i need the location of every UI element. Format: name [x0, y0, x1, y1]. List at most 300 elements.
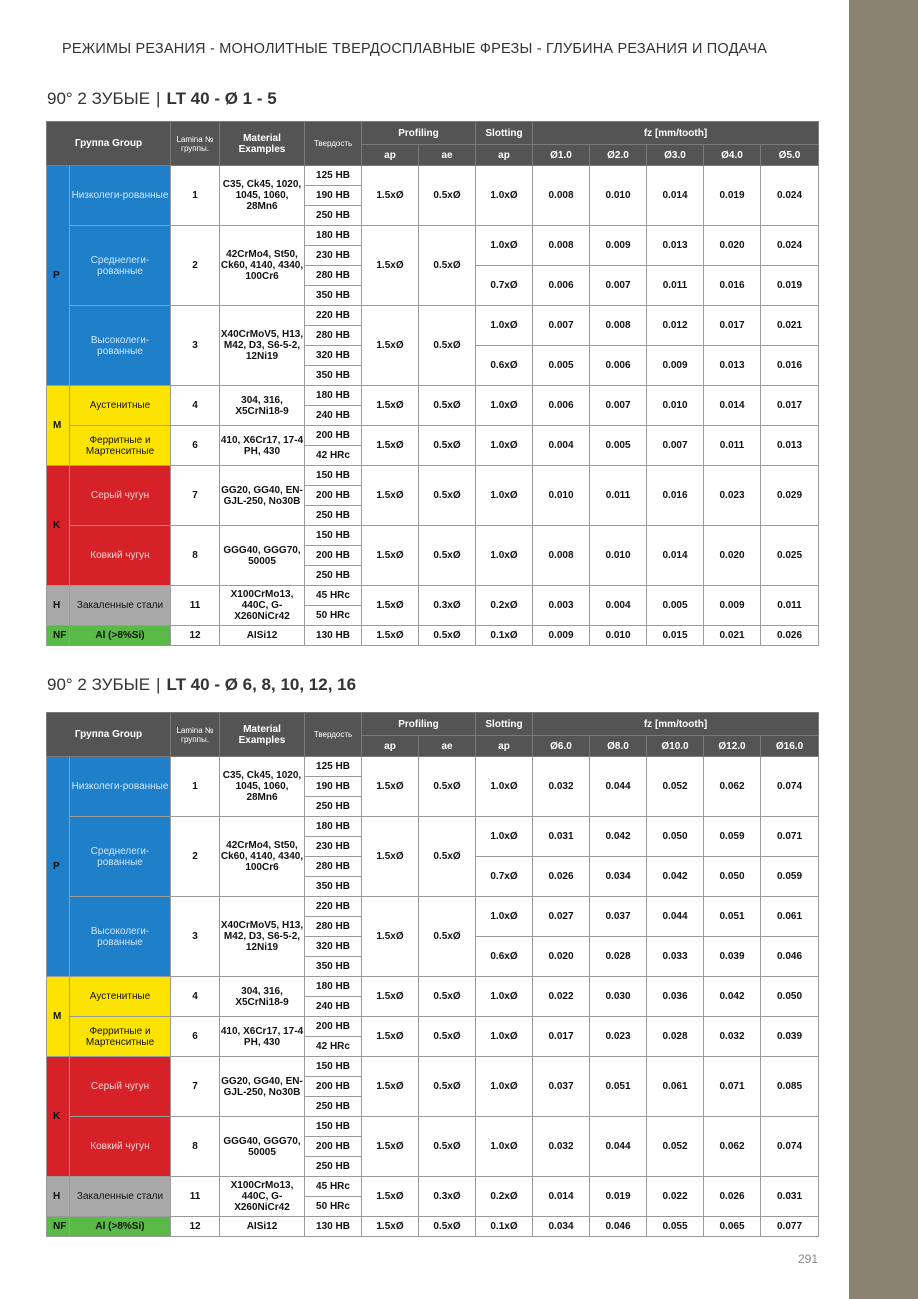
hardness-cell: 240 HB	[305, 997, 362, 1017]
col-header-ae: ae	[419, 145, 476, 166]
fz-value: 0.052	[647, 757, 704, 817]
col-header-ap: ap	[362, 145, 419, 166]
group-name: Высоколеги-рованные	[70, 306, 171, 386]
profiling-ap: 1.5xØ	[362, 466, 419, 526]
col-header-slotting: Slotting	[476, 713, 533, 736]
hardness-cell: 320 HB	[305, 346, 362, 366]
fz-value: 0.022	[647, 1177, 704, 1217]
fz-value: 0.016	[761, 346, 819, 386]
profiling-ae: 0.5xØ	[419, 386, 476, 426]
material-examples: GGG40, GGG70, 50005	[220, 526, 305, 586]
hardness-cell: 190 HB	[305, 777, 362, 797]
fz-value: 0.019	[704, 166, 761, 226]
hardness-cell: 150 HB	[305, 466, 362, 486]
table-row	[47, 1017, 819, 1037]
profiling-ae: 0.5xØ	[419, 306, 476, 386]
slotting-ap: 1.0xØ	[476, 226, 533, 266]
fz-value: 0.004	[533, 426, 590, 466]
profiling-ae: 0.5xØ	[419, 526, 476, 586]
slotting-ap: 1.0xØ	[476, 897, 533, 937]
table-row	[47, 466, 819, 486]
hardness-cell: 230 HB	[305, 837, 362, 857]
fz-value: 0.030	[590, 977, 647, 1017]
fz-value: 0.019	[590, 1177, 647, 1217]
fz-value: 0.004	[590, 586, 647, 626]
fz-value: 0.071	[761, 817, 819, 857]
fz-value: 0.085	[761, 1057, 819, 1117]
fz-value: 0.011	[761, 586, 819, 626]
profiling-ae: 0.3xØ	[419, 1177, 476, 1217]
hardness-cell: 280 HB	[305, 266, 362, 286]
profiling-ap: 1.5xØ	[362, 306, 419, 386]
lamina-number: 3	[171, 897, 220, 977]
group-letter-p: P	[47, 757, 70, 977]
fz-value: 0.074	[761, 757, 819, 817]
fz-value: 0.061	[647, 1057, 704, 1117]
fz-value: 0.025	[761, 526, 819, 586]
table-row	[47, 586, 819, 606]
hardness-cell: 250 HB	[305, 506, 362, 526]
section-title-right: LT 40 - Ø 6, 8, 10, 12, 16	[166, 675, 357, 694]
fz-value: 0.037	[533, 1057, 590, 1117]
fz-value: 0.032	[704, 1017, 761, 1057]
fz-value: 0.028	[590, 937, 647, 977]
group-letter-h: H	[47, 1177, 70, 1217]
fz-value: 0.024	[761, 226, 819, 266]
table-row	[47, 226, 819, 246]
profiling-ap: 1.5xØ	[362, 1057, 419, 1117]
material-examples: GGG40, GGG70, 50005	[220, 1117, 305, 1177]
group-name: Низколеги-рованные	[70, 757, 171, 817]
col-header-lamina: Lamina № группы.	[171, 122, 220, 166]
fz-value: 0.010	[590, 166, 647, 226]
group-letter-m: M	[47, 977, 70, 1057]
hardness-cell: 250 HB	[305, 797, 362, 817]
fz-value: 0.039	[704, 937, 761, 977]
hardness-cell: 130 HB	[305, 1217, 362, 1237]
fz-value: 0.042	[704, 977, 761, 1017]
group-name: Закаленные стали	[70, 1177, 171, 1217]
fz-value: 0.032	[533, 757, 590, 817]
hardness-cell: 220 HB	[305, 897, 362, 917]
profiling-ap: 1.5xØ	[362, 977, 419, 1017]
fz-value: 0.019	[761, 266, 819, 306]
profiling-ae: 0.5xØ	[419, 426, 476, 466]
hardness-cell: 280 HB	[305, 917, 362, 937]
table-row	[47, 757, 819, 777]
slotting-ap: 0.1xØ	[476, 1217, 533, 1237]
material-examples: 410, X6Cr17, 17-4 PH, 430	[220, 1017, 305, 1057]
lamina-number: 8	[171, 526, 220, 586]
table-row	[47, 1057, 819, 1077]
fz-value: 0.016	[704, 266, 761, 306]
page-number: 291	[798, 1252, 819, 1266]
col-header-hardness: Твердость	[305, 122, 362, 166]
fz-value: 0.009	[704, 586, 761, 626]
profiling-ap: 1.5xØ	[362, 526, 419, 586]
fz-value: 0.013	[704, 346, 761, 386]
material-examples: C35, Ck45, 1020, 1045, 1060, 28Mn6	[220, 166, 305, 226]
hardness-cell: 350 HB	[305, 877, 362, 897]
hardness-cell: 125 HB	[305, 757, 362, 777]
group-name: Серый чугун	[70, 466, 171, 526]
fz-value: 0.021	[704, 626, 761, 646]
profiling-ap: 1.5xØ	[362, 1017, 419, 1057]
fz-value: 0.059	[704, 817, 761, 857]
col-header-d3: Ø3.0	[647, 145, 704, 166]
fz-value: 0.026	[761, 626, 819, 646]
section-title-1: 90° 2 ЗУБЫЕ | LT 40 - Ø 1 - 5	[47, 89, 277, 108]
hardness-cell: 130 HB	[305, 626, 362, 646]
profiling-ap: 1.5xØ	[362, 897, 419, 977]
profiling-ae: 0.5xØ	[419, 166, 476, 226]
fz-value: 0.008	[533, 226, 590, 266]
fz-value: 0.037	[590, 897, 647, 937]
profiling-ap: 1.5xØ	[362, 386, 419, 426]
group-letter-h: H	[47, 586, 70, 626]
table-row	[47, 626, 819, 646]
table-row	[47, 526, 819, 546]
fz-value: 0.074	[761, 1117, 819, 1177]
col-header-group: Группа Group	[47, 122, 171, 166]
fz-value: 0.026	[533, 857, 590, 897]
fz-value: 0.023	[590, 1017, 647, 1057]
profiling-ap: 1.5xØ	[362, 1217, 419, 1237]
slotting-ap: 1.0xØ	[476, 977, 533, 1017]
hardness-cell: 200 HB	[305, 1137, 362, 1157]
hardness-cell: 200 HB	[305, 1017, 362, 1037]
material-examples: 42CrMo4, St50, Ck60, 4140, 4340, 100Cr6	[220, 817, 305, 897]
fz-value: 0.034	[533, 1217, 590, 1237]
hardness-cell: 350 HB	[305, 957, 362, 977]
fz-value: 0.014	[647, 166, 704, 226]
material-examples: 42CrMo4, St50, Ck60, 4140, 4340, 100Cr6	[220, 226, 305, 306]
fz-value: 0.015	[647, 626, 704, 646]
material-examples: X40CrMoV5, H13, M42, D3, S6-5-2, 12Ni19	[220, 306, 305, 386]
profiling-ae: 0.5xØ	[419, 466, 476, 526]
hardness-cell: 350 HB	[305, 366, 362, 386]
slotting-ap: 1.0xØ	[476, 757, 533, 817]
fz-value: 0.017	[533, 1017, 590, 1057]
col-header-d3: Ø10.0	[647, 736, 704, 757]
hardness-cell: 45 HRc	[305, 1177, 362, 1197]
fz-value: 0.006	[533, 386, 590, 426]
profiling-ae: 0.5xØ	[419, 817, 476, 897]
lamina-number: 3	[171, 306, 220, 386]
profiling-ap: 1.5xØ	[362, 626, 419, 646]
group-name: Ковкий чугун	[70, 526, 171, 586]
col-header-d4: Ø12.0	[704, 736, 761, 757]
material-examples: GG20, GG40, EN-GJL-250, No30B	[220, 466, 305, 526]
fz-value: 0.016	[647, 466, 704, 526]
slotting-ap: 0.6xØ	[476, 346, 533, 386]
table-row	[47, 1117, 819, 1137]
group-name: Ферритные и Мартенситные	[70, 1017, 171, 1057]
fz-value: 0.051	[704, 897, 761, 937]
fz-value: 0.010	[533, 466, 590, 526]
hardness-cell: 150 HB	[305, 1117, 362, 1137]
slotting-ap: 1.0xØ	[476, 1017, 533, 1057]
col-header-hardness: Твердость	[305, 713, 362, 757]
lamina-number: 6	[171, 426, 220, 466]
fz-value: 0.044	[590, 757, 647, 817]
fz-value: 0.027	[533, 897, 590, 937]
table-row	[47, 977, 819, 997]
profiling-ap: 1.5xØ	[362, 1177, 419, 1217]
group-name: Серый чугун	[70, 1057, 171, 1117]
fz-value: 0.017	[761, 386, 819, 426]
hardness-cell: 150 HB	[305, 526, 362, 546]
col-header-fz: fz [mm/tooth]	[533, 122, 819, 145]
slotting-ap: 0.6xØ	[476, 937, 533, 977]
group-name: Низколеги-рованные	[70, 166, 171, 226]
group-name: Al (>8%Si)	[70, 626, 171, 646]
fz-value: 0.020	[704, 526, 761, 586]
fz-value: 0.050	[761, 977, 819, 1017]
fz-value: 0.011	[590, 466, 647, 526]
profiling-ap: 1.5xØ	[362, 757, 419, 817]
group-letter-k: K	[47, 1057, 70, 1177]
table-row	[47, 897, 819, 917]
page-header: РЕЖИМЫ РЕЗАНИЯ - МОНОЛИТНЫЕ ТВЕРДОСПЛАВНЫЕ ФРЕЗЫ - ГЛУБИНА РЕЗАНИЯ И ПОДАЧА	[62, 41, 768, 57]
fz-value: 0.021	[761, 306, 819, 346]
col-header-material: Material Examples	[220, 122, 305, 166]
col-header-profiling: Profiling	[362, 713, 476, 736]
fz-value: 0.008	[533, 526, 590, 586]
lamina-number: 4	[171, 977, 220, 1017]
profiling-ae: 0.5xØ	[419, 1017, 476, 1057]
fz-value: 0.033	[647, 937, 704, 977]
material-examples: AISi12	[220, 626, 305, 646]
col-header-slot-ap: ap	[476, 736, 533, 757]
fz-value: 0.031	[761, 1177, 819, 1217]
slotting-ap: 1.0xØ	[476, 1117, 533, 1177]
fz-value: 0.009	[590, 226, 647, 266]
fz-value: 0.031	[533, 817, 590, 857]
fz-value: 0.008	[533, 166, 590, 226]
fz-value: 0.014	[647, 526, 704, 586]
slotting-ap: 1.0xØ	[476, 306, 533, 346]
fz-value: 0.042	[647, 857, 704, 897]
lamina-number: 8	[171, 1117, 220, 1177]
fz-value: 0.011	[704, 426, 761, 466]
fz-value: 0.007	[590, 266, 647, 306]
hardness-cell: 42 HRc	[305, 446, 362, 466]
col-header-slotting: Slotting	[476, 122, 533, 145]
fz-value: 0.042	[590, 817, 647, 857]
hardness-cell: 200 HB	[305, 486, 362, 506]
fz-value: 0.005	[533, 346, 590, 386]
fz-value: 0.028	[647, 1017, 704, 1057]
fz-value: 0.046	[761, 937, 819, 977]
col-header-fz: fz [mm/tooth]	[533, 713, 819, 736]
fz-value: 0.050	[704, 857, 761, 897]
col-header-d2: Ø2.0	[590, 145, 647, 166]
hardness-cell: 180 HB	[305, 817, 362, 837]
table-row	[47, 306, 819, 326]
hardness-cell: 200 HB	[305, 546, 362, 566]
fz-value: 0.014	[704, 386, 761, 426]
fz-value: 0.005	[590, 426, 647, 466]
group-letter-m: M	[47, 386, 70, 466]
material-examples: X100CrMo13, 440C, G-X260NiCr42	[220, 1177, 305, 1217]
fz-value: 0.062	[704, 757, 761, 817]
fz-value: 0.024	[761, 166, 819, 226]
fz-value: 0.013	[761, 426, 819, 466]
col-header-d4: Ø4.0	[704, 145, 761, 166]
fz-value: 0.052	[647, 1117, 704, 1177]
col-header-d5: Ø16.0	[761, 736, 819, 757]
lamina-number: 6	[171, 1017, 220, 1057]
fz-value: 0.009	[647, 346, 704, 386]
table-row	[47, 1177, 819, 1197]
lamina-number: 7	[171, 1057, 220, 1117]
fz-value: 0.077	[761, 1217, 819, 1237]
fz-value: 0.012	[647, 306, 704, 346]
profiling-ae: 0.5xØ	[419, 977, 476, 1017]
col-header-ap: ap	[362, 736, 419, 757]
slotting-ap: 1.0xØ	[476, 386, 533, 426]
lamina-number: 12	[171, 626, 220, 646]
fz-value: 0.051	[590, 1057, 647, 1117]
lamina-number: 12	[171, 1217, 220, 1237]
hardness-cell: 250 HB	[305, 1097, 362, 1117]
fz-value: 0.007	[647, 426, 704, 466]
hardness-cell: 240 HB	[305, 406, 362, 426]
slotting-ap: 0.2xØ	[476, 586, 533, 626]
lamina-number: 1	[171, 166, 220, 226]
section-title-2: 90° 2 ЗУБЫЕ | LT 40 - Ø 6, 8, 10, 12, 16	[47, 675, 357, 694]
fz-value: 0.044	[647, 897, 704, 937]
group-letter-nf: NF	[47, 626, 70, 646]
slotting-ap: 0.1xØ	[476, 626, 533, 646]
fz-value: 0.005	[647, 586, 704, 626]
fz-value: 0.022	[533, 977, 590, 1017]
fz-value: 0.007	[533, 306, 590, 346]
fz-value: 0.044	[590, 1117, 647, 1177]
col-header-ae: ae	[419, 736, 476, 757]
fz-value: 0.050	[647, 817, 704, 857]
hardness-cell: 280 HB	[305, 326, 362, 346]
fz-value: 0.065	[704, 1217, 761, 1237]
slotting-ap: 0.7xØ	[476, 266, 533, 306]
fz-value: 0.026	[704, 1177, 761, 1217]
profiling-ap: 1.5xØ	[362, 426, 419, 466]
hardness-cell: 250 HB	[305, 206, 362, 226]
hardness-cell: 42 HRc	[305, 1037, 362, 1057]
fz-value: 0.034	[590, 857, 647, 897]
lamina-number: 11	[171, 586, 220, 626]
profiling-ae: 0.3xØ	[419, 586, 476, 626]
cutting-table	[46, 121, 819, 646]
material-examples: 304, 316, X5CrNi18-9	[220, 386, 305, 426]
hardness-cell: 350 HB	[305, 286, 362, 306]
fz-value: 0.036	[647, 977, 704, 1017]
lamina-number: 2	[171, 226, 220, 306]
fz-value: 0.007	[590, 386, 647, 426]
section-title-left: 90° 2 ЗУБЫЕ	[47, 675, 151, 694]
group-letter-nf: NF	[47, 1217, 70, 1237]
group-name: Среднелеги-рованные	[70, 817, 171, 897]
col-header-group: Группа Group	[47, 713, 171, 757]
fz-value: 0.062	[704, 1117, 761, 1177]
profiling-ap: 1.5xØ	[362, 226, 419, 306]
hardness-cell: 180 HB	[305, 386, 362, 406]
hardness-cell: 220 HB	[305, 306, 362, 326]
profiling-ae: 0.5xØ	[419, 757, 476, 817]
profiling-ap: 1.5xØ	[362, 586, 419, 626]
fz-value: 0.010	[590, 526, 647, 586]
cutting-table	[46, 712, 819, 1237]
fz-value: 0.046	[590, 1217, 647, 1237]
lamina-number: 1	[171, 757, 220, 817]
hardness-cell: 250 HB	[305, 1157, 362, 1177]
col-header-profiling: Profiling	[362, 122, 476, 145]
hardness-cell: 180 HB	[305, 226, 362, 246]
fz-value: 0.023	[704, 466, 761, 526]
fz-value: 0.020	[533, 937, 590, 977]
group-letter-k: K	[47, 466, 70, 586]
col-header-material: Material Examples	[220, 713, 305, 757]
hardness-cell: 50 HRc	[305, 606, 362, 626]
slotting-ap: 1.0xØ	[476, 526, 533, 586]
hardness-cell: 180 HB	[305, 977, 362, 997]
lamina-number: 7	[171, 466, 220, 526]
profiling-ae: 0.5xØ	[419, 626, 476, 646]
fz-value: 0.003	[533, 586, 590, 626]
profiling-ae: 0.5xØ	[419, 1057, 476, 1117]
table-row	[47, 426, 819, 446]
fz-value: 0.061	[761, 897, 819, 937]
col-header-slot-ap: ap	[476, 145, 533, 166]
table-row	[47, 386, 819, 406]
table-row	[47, 817, 819, 837]
material-examples: 410, X6Cr17, 17-4 PH, 430	[220, 426, 305, 466]
hardness-cell: 190 HB	[305, 186, 362, 206]
group-name: Аустенитные	[70, 977, 171, 1017]
side-bar	[849, 0, 918, 1299]
col-header-lamina: Lamina № группы.	[171, 713, 220, 757]
fz-value: 0.006	[533, 266, 590, 306]
fz-value: 0.010	[590, 626, 647, 646]
group-name: Высоколеги-рованные	[70, 897, 171, 977]
hardness-cell: 320 HB	[305, 937, 362, 957]
table-row	[47, 166, 819, 186]
material-examples: GG20, GG40, EN-GJL-250, No30B	[220, 1057, 305, 1117]
slotting-ap: 0.2xØ	[476, 1177, 533, 1217]
material-examples: AISi12	[220, 1217, 305, 1237]
fz-value: 0.011	[647, 266, 704, 306]
fz-value: 0.009	[533, 626, 590, 646]
profiling-ae: 0.5xØ	[419, 226, 476, 306]
profiling-ae: 0.5xØ	[419, 1117, 476, 1177]
slotting-ap: 1.0xØ	[476, 817, 533, 857]
group-name: Закаленные стали	[70, 586, 171, 626]
col-header-d1: Ø6.0	[533, 736, 590, 757]
hardness-cell: 125 HB	[305, 166, 362, 186]
hardness-cell: 230 HB	[305, 246, 362, 266]
fz-value: 0.029	[761, 466, 819, 526]
material-examples: 304, 316, X5CrNi18-9	[220, 977, 305, 1017]
hardness-cell: 50 HRc	[305, 1197, 362, 1217]
hardness-cell: 280 HB	[305, 857, 362, 877]
group-letter-p: P	[47, 166, 70, 386]
fz-value: 0.059	[761, 857, 819, 897]
fz-value: 0.006	[590, 346, 647, 386]
profiling-ae: 0.5xØ	[419, 897, 476, 977]
group-name: Al (>8%Si)	[70, 1217, 171, 1237]
profiling-ap: 1.5xØ	[362, 817, 419, 897]
